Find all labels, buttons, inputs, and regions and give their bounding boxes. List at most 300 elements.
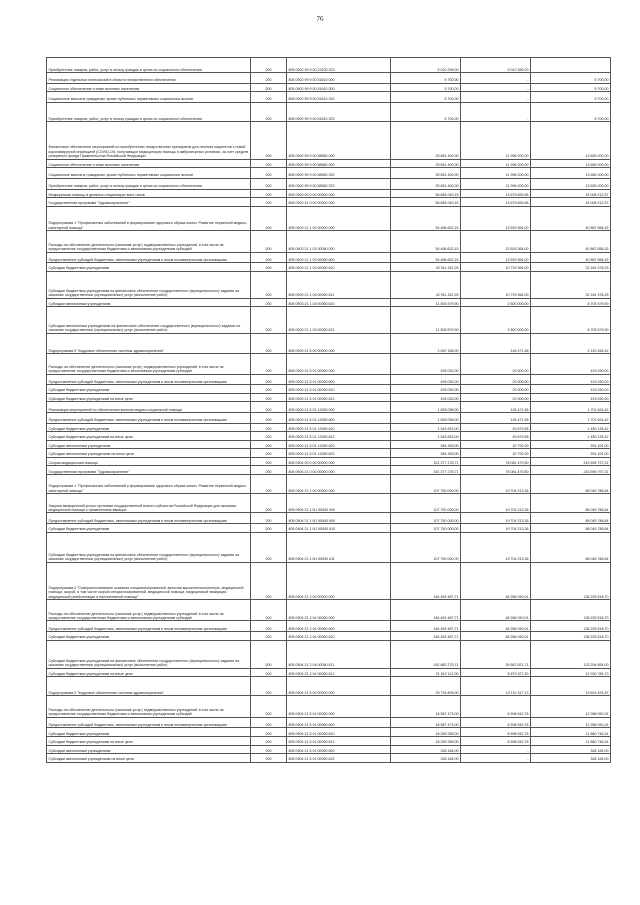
row-remaining-amount-cell: 5 700,00 xyxy=(531,102,611,121)
row-classification-code-cell: 805 0903 21 1 03 00050 000 xyxy=(287,231,391,252)
row-remaining-amount-cell: 136 225 518,70 xyxy=(531,632,611,641)
row-name-cell: Приобретение товаров, работ, услуг в пользу граждан в целях их социального обеспечения xyxy=(47,102,251,121)
row-executed-amount-cell: 6 598 542,76 xyxy=(461,696,531,717)
row-name-cell: Расходы на обеспечение деятельности (оказание услуг) подведомственных учреждений, в том числе на предоставление государственным бюджетным и автономным учреждениям субсидий xyxy=(47,231,251,252)
row-assigned-amount-cell: 184 492 487,71 xyxy=(391,632,461,641)
row-code-cell: 200 xyxy=(251,640,287,668)
row-executed-amount-cell: 146 471,58 xyxy=(461,333,531,353)
row-name-cell: Расходы на обеспечение деятельности (оказание услуг) подведомственных учреждений, в том числе на предоставление государственным бюджетным и автономным учреждениям субсидий xyxy=(47,354,251,374)
row-executed-amount-cell: 11 996 200,00 xyxy=(461,159,531,168)
row-name-cell: Скорая медицинская помощь xyxy=(47,457,251,466)
row-assigned-amount-cell: 321 377 278,71 xyxy=(391,466,461,475)
row-remaining-amount-cell: 1 701 624,42 xyxy=(531,413,611,424)
row-remaining-amount-cell: 5 700,00 xyxy=(531,72,611,83)
row-code-cell: 200 xyxy=(251,432,287,441)
row-code-cell: 200 xyxy=(251,122,287,159)
row-name-cell: Субсидии бюджетным учреждениям на финансовое обеспечение государственного (муниципального) задания на оказание государственных (муниципальных) услуг (выполнение работ) xyxy=(47,532,251,562)
row-remaining-amount-cell: 8 705 579,90 xyxy=(531,298,611,307)
table-row xyxy=(47,524,611,533)
row-classification-code-cell: 805 0904 21 5 01 00050 600 xyxy=(287,717,391,728)
row-code-cell: 200 xyxy=(251,92,287,103)
row-executed-amount-cell: 19 704 213,36 xyxy=(461,474,531,493)
row-assigned-amount-cell: 439 030,00 xyxy=(391,393,461,402)
row-name-cell: Субсидии бюджетным учреждениям xyxy=(47,263,251,272)
row-executed-amount-cell: - xyxy=(461,745,531,754)
row-code-cell: 200 xyxy=(251,600,287,621)
row-code-cell: 200 xyxy=(251,423,287,432)
row-executed-amount-cell: 93 679,58 xyxy=(461,432,531,441)
row-classification-code-cell: 805 0904 21 1 N1 55540 610 xyxy=(287,524,391,533)
row-classification-code-cell: 805 0903 21 5 01 00050 600 xyxy=(287,374,391,385)
table-row xyxy=(47,374,611,385)
row-name-cell: Расходы на обеспечение деятельности (оказание услуг) подведомственных учреждений, в том числе на предоставление государственным бюджетным и автономным учреждениям субсидий xyxy=(47,696,251,717)
row-assigned-amount-cell: 1 543 815,00 xyxy=(391,423,461,432)
row-name-cell: Субсидии автономным учреждениям xyxy=(47,745,251,754)
row-code-cell: 200 xyxy=(251,231,287,252)
row-executed-amount-cell: 19 704 213,36 xyxy=(461,532,531,562)
row-executed-amount-cell: 10 729 364,00 xyxy=(461,263,531,272)
row-classification-code-cell: 805 0903 21 5 01 13390 000 xyxy=(287,402,391,413)
table-row xyxy=(47,354,611,374)
row-classification-code-cell: 805 0903 21 5 01 13390 612 xyxy=(287,432,391,441)
row-assigned-amount-cell: 184 492 487,71 xyxy=(391,600,461,621)
row-remaining-amount-cell: 328 184,00 xyxy=(531,745,611,754)
row-executed-amount-cell: 13 529 364,00 xyxy=(461,231,531,252)
row-assigned-amount-cell: 18 587 473,00 xyxy=(391,717,461,728)
row-classification-code-cell: 805 0904 21 2 00 00000 000 xyxy=(287,562,391,599)
row-remaining-amount-cell: 328 184,00 xyxy=(531,754,611,763)
table-row xyxy=(47,474,611,493)
row-assigned-amount-cell: 18 259 289,00 xyxy=(391,736,461,745)
row-code-cell: 200 xyxy=(251,440,287,449)
table-row xyxy=(47,466,611,475)
row-classification-code-cell: 805 0904 00 0 00 00000 000 xyxy=(287,457,391,466)
row-remaining-amount-cell: 88 045 786,64 xyxy=(531,532,611,562)
row-code-cell: 200 xyxy=(251,524,287,533)
row-classification-code-cell: 805 0904 21 1 N1 55540 000 xyxy=(287,494,391,513)
row-code-cell: 200 xyxy=(251,677,287,696)
row-name-cell: Подпрограмма 5 "Кадровое обеспечение системы здравоохранения" xyxy=(47,677,251,696)
row-name-cell: Реализация мероприятий по обеспечению жильем медико-социальной помощи xyxy=(47,402,251,413)
row-executed-amount-cell: 6 598 542,76 xyxy=(461,736,531,745)
row-code-cell: 200 xyxy=(251,449,287,458)
table-row xyxy=(47,198,611,207)
table-row xyxy=(47,423,611,432)
row-classification-code-cell: 805 0904 21 5 00 00000 000 xyxy=(287,677,391,696)
row-name-cell: Субсидии бюджетным учреждениям на иные цели xyxy=(47,393,251,402)
row-assigned-amount-cell: 107 750 000,00 xyxy=(391,494,461,513)
row-assigned-amount-cell: 439 030,00 xyxy=(391,385,461,394)
row-code-cell: 200 xyxy=(251,159,287,168)
row-remaining-amount-cell: 40 887 658,15 xyxy=(531,206,611,231)
row-remaining-amount-cell: 251 491,00 xyxy=(531,440,611,449)
row-assigned-amount-cell: 5 700,00 xyxy=(391,83,461,92)
row-assigned-amount-cell: 107 750 000,00 xyxy=(391,513,461,524)
row-remaining-amount-cell: 12 288 930,24 xyxy=(531,717,611,728)
row-remaining-amount-cell: 13 655 200,00 xyxy=(531,168,611,179)
row-classification-code-cell: 805 0902 99 9 00 51610 300 xyxy=(287,83,391,92)
row-remaining-amount-cell: 88 045 786,64 xyxy=(531,494,611,513)
row-remaining-amount-cell: 5 700,00 xyxy=(531,83,611,92)
row-executed-amount-cell: 32 792,00 xyxy=(461,440,531,449)
row-code-cell: 200 xyxy=(251,668,287,677)
row-assigned-amount-cell: 25 651 400,00 xyxy=(391,178,461,189)
row-executed-amount-cell: - xyxy=(461,83,531,92)
row-name-cell: Субсидии автономным учреждениям на иные цели xyxy=(47,754,251,763)
row-assigned-amount-cell: 25 651 400,00 xyxy=(391,122,461,159)
row-classification-code-cell: 805 0904 21 5 01 00050 622 xyxy=(287,754,391,763)
row-code-cell: 200 xyxy=(251,385,287,394)
row-code-cell: 200 xyxy=(251,632,287,641)
table-row xyxy=(47,72,611,83)
row-classification-code-cell: 805 0904 21 1 N1 55540 600 xyxy=(287,513,391,524)
row-remaining-amount-cell: 32 181 978,25 xyxy=(531,263,611,272)
row-name-cell: Подпрограмма 1 "Профилактика заболеваний и формирование здорового образа жизни. Развитие первичной медико-санитарной помощи" xyxy=(47,474,251,493)
row-remaining-amount-cell: 8 705 579,90 xyxy=(531,307,611,334)
row-name-cell: Социальные выплаты гражданам, кроме публичных нормативных социальных выплат xyxy=(47,168,251,179)
row-assigned-amount-cell: 18 259 289,00 xyxy=(391,728,461,737)
row-classification-code-cell: 805 0904 21 5 01 00050 612 xyxy=(287,736,391,745)
row-executed-amount-cell: 20 000,00 xyxy=(461,354,531,374)
row-remaining-amount-cell: 136 225 518,70 xyxy=(531,562,611,599)
row-executed-amount-cell: 126 471,58 xyxy=(461,413,531,424)
row-assigned-amount-cell: 1 828 098,00 xyxy=(391,413,461,424)
row-classification-code-cell: 805 0904 21 0 00 00000 000 xyxy=(287,466,391,475)
table-row xyxy=(47,271,611,298)
row-remaining-amount-cell: 88 045 786,64 xyxy=(531,513,611,524)
row-assigned-amount-cell: 284 283,00 xyxy=(391,449,461,458)
row-name-cell: Субсидии бюджетным учреждениям xyxy=(47,632,251,641)
row-executed-amount-cell: 126 471,58 xyxy=(461,402,531,413)
row-name-cell: Субсидии бюджетным учреждениям xyxy=(47,728,251,737)
row-executed-amount-cell: 10 110 317,13 xyxy=(461,677,531,696)
row-code-cell: 200 xyxy=(251,736,287,745)
row-classification-code-cell: 805 0903 21 5 00 00000 000 xyxy=(287,333,391,353)
row-assigned-amount-cell: 5 700,00 xyxy=(391,92,461,103)
row-classification-code-cell: 805 0903 21 1 03 00050 621 xyxy=(287,307,391,334)
row-name-cell: Субсидии бюджетным учреждениям на иные цели xyxy=(47,736,251,745)
row-code-cell: 200 xyxy=(251,298,287,307)
row-executed-amount-cell: 13 675 826,58 xyxy=(461,198,531,207)
row-classification-code-cell: 805 0904 21 2 04 00050 612 xyxy=(287,668,391,677)
row-classification-code-cell: 805 0902 99 9 00 51610 320 xyxy=(287,92,391,103)
row-classification-code-cell: 805 0903 21 5 01 00050 610 xyxy=(287,385,391,394)
table-row xyxy=(47,333,611,353)
row-code-cell: 200 xyxy=(251,263,287,272)
table-row xyxy=(47,102,611,121)
row-code-cell: 200 xyxy=(251,168,287,179)
row-remaining-amount-cell: 243 595 797,21 xyxy=(531,466,611,475)
row-classification-code-cell: 805 0902 99 9 00 58560 323 xyxy=(287,178,391,189)
row-name-cell: Подпрограмма 2 "Совершенствование оказания специализированной, включая высокотехнологичную, медицинской помощи, скорой, в том числе скорой специализированной, медицинской помощи, медицинской эвакуации, медицинской реабилитации и паллиативной помощи" xyxy=(47,562,251,599)
row-remaining-amount-cell: 13 655 200,00 xyxy=(531,178,611,189)
row-name-cell: Приобретение товаров, работ, услуг в пользу граждан в целях их социального обеспечения xyxy=(47,178,251,189)
row-assigned-amount-cell: 54 456 622,15 xyxy=(391,206,461,231)
row-classification-code-cell: 805 0904 21 2 04 00050 611 xyxy=(287,640,391,668)
row-assigned-amount-cell: 107 750 000,00 xyxy=(391,532,461,562)
table-row xyxy=(47,736,611,745)
table-row xyxy=(47,402,611,413)
row-code-cell: 200 xyxy=(251,532,287,562)
row-name-cell: Субсидии бюджетным учреждениям xyxy=(47,385,251,394)
row-code-cell: 200 xyxy=(251,206,287,231)
row-classification-code-cell: 805 0903 21 5 01 13390 620 xyxy=(287,440,391,449)
row-remaining-amount-cell: 40 887 658,15 xyxy=(531,252,611,263)
row-executed-amount-cell: 39 587 621,71 xyxy=(461,640,531,668)
row-name-cell: Субсидии бюджетным учреждениям на финансовое обеспечение государственного (муниципального) задания на оказание государственных (муниципальных) услуг (выполнение работ) xyxy=(47,271,251,298)
table-row xyxy=(47,449,611,458)
row-name-cell: Социальное обеспечение и иные выплаты населению xyxy=(47,159,251,168)
row-remaining-amount-cell: 12 288 930,24 xyxy=(531,696,611,717)
row-code-cell: 200 xyxy=(251,178,287,189)
row-assigned-amount-cell: 1 543 815,00 xyxy=(391,432,461,441)
row-code-cell: 200 xyxy=(251,745,287,754)
row-name-cell: Государственная программа "Здравоохранение" xyxy=(47,466,251,475)
row-executed-amount-cell: 11 996 200,00 xyxy=(461,168,531,179)
table-row xyxy=(47,92,611,103)
row-assigned-amount-cell: 11 505 579,90 xyxy=(391,307,461,334)
row-assigned-amount-cell: 328 184,00 xyxy=(391,745,461,754)
row-name-cell: Расходы на обеспечение деятельности (оказание услуг) подведомственных учреждений, в том числе на предоставление государственным бюджетным и автономным учреждениям субсидий xyxy=(47,600,251,621)
row-classification-code-cell: 805 0903 21 5 01 00050 612 xyxy=(287,393,391,402)
row-executed-amount-cell: 19 704 213,36 xyxy=(461,494,531,513)
row-classification-code-cell: 805 0904 21 5 01 00050 620 xyxy=(287,745,391,754)
row-classification-code-cell: 805 0904 21 1 00 00000 000 xyxy=(287,474,391,493)
row-code-cell: 200 xyxy=(251,457,287,466)
table-row xyxy=(47,494,611,513)
row-remaining-amount-cell: 5 700,00 xyxy=(531,92,611,103)
row-executed-amount-cell: 19 704 213,36 xyxy=(461,513,531,524)
row-classification-code-cell: 805 0902 99 9 00 58560 320 xyxy=(287,168,391,179)
table-row xyxy=(47,754,611,763)
table-row xyxy=(47,621,611,632)
row-name-cell: Субсидии бюджетным учреждениям на финансовое обеспечение государственного (муниципального) задания на оказание государственных (муниципальных) услуг (выполнение работ) xyxy=(47,640,251,668)
row-executed-amount-cell: 10 729 364,00 xyxy=(461,271,531,298)
table-row xyxy=(47,745,611,754)
row-name-cell: Субсидии автономным учреждениям на иные цели xyxy=(47,449,251,458)
row-name-cell: Предоставление субсидий бюджетным, автономным учреждениям и иным некоммерческим организациям xyxy=(47,413,251,424)
row-code-cell: 200 xyxy=(251,189,287,198)
row-classification-code-cell: 805 0904 21 5 01 00050 610 xyxy=(287,728,391,737)
table-row xyxy=(47,668,611,677)
row-code-cell: 200 xyxy=(251,252,287,263)
row-remaining-amount-cell: 19 624 491,87 xyxy=(531,677,611,696)
row-name-cell: Субсидии автономным учреждениям xyxy=(47,298,251,307)
row-remaining-amount-cell: 1 450 135,42 xyxy=(531,423,611,432)
row-executed-amount-cell: 6 598 542,76 xyxy=(461,728,531,737)
row-name-cell: Субсидии бюджетным учреждениям xyxy=(47,423,251,432)
table-row xyxy=(47,432,611,441)
row-remaining-amount-cell: 40 887 658,15 xyxy=(531,231,611,252)
row-code-cell: 200 xyxy=(251,393,287,402)
table-row xyxy=(47,457,611,466)
row-classification-code-cell: 805 0903 21 5 01 13390 600 xyxy=(287,413,391,424)
row-name-cell: Предоставление субсидий бюджетным, автономным учреждениям и иным некоммерческим организациям xyxy=(47,717,251,728)
row-executed-amount-cell: 20 000,00 xyxy=(461,393,531,402)
table-row xyxy=(47,168,611,179)
row-executed-amount-cell: 2 800 000,00 xyxy=(461,307,531,334)
row-executed-amount-cell: 20 000,00 xyxy=(461,374,531,385)
row-assigned-amount-cell: 25 651 400,00 xyxy=(391,159,461,168)
row-assigned-amount-cell: 284 283,00 xyxy=(391,440,461,449)
row-assigned-amount-cell: 18 587 473,00 xyxy=(391,696,461,717)
table-row xyxy=(47,532,611,562)
row-remaining-amount-cell: 123 294 654,00 xyxy=(531,640,611,668)
row-assigned-amount-cell: 11 505 579,90 xyxy=(391,298,461,307)
row-assigned-amount-cell: 5 700,00 xyxy=(391,102,461,121)
row-assigned-amount-cell: 107 750 000,00 xyxy=(391,474,461,493)
budget-table xyxy=(46,57,611,763)
row-classification-code-cell: 805 0902 99 9 00 51610 000 xyxy=(287,72,391,83)
row-remaining-amount-cell: 43 008 212,57 xyxy=(531,198,611,207)
row-executed-amount-cell: 8 679 327,30 xyxy=(461,668,531,677)
row-classification-code-cell: 805 0902 99 9 00 58560 000 xyxy=(287,122,391,159)
row-assigned-amount-cell: 21 610 112,00 xyxy=(391,668,461,677)
table-row xyxy=(47,640,611,668)
row-classification-code-cell: 805 0903 21 5 01 13390 622 xyxy=(287,449,391,458)
table-row xyxy=(47,600,611,621)
table-row xyxy=(47,562,611,599)
row-code-cell: 200 xyxy=(251,754,287,763)
row-remaining-amount-cell: 1 701 624,42 xyxy=(531,402,611,413)
row-name-cell: Предоставление субсидий бюджетным, автономным учреждениям и иным некоммерческим организациям xyxy=(47,252,251,263)
row-remaining-amount-cell: 419 030,00 xyxy=(531,393,611,402)
row-classification-code-cell: 805 0902 99 9 00 51610 323 xyxy=(287,102,391,121)
table-row xyxy=(47,189,611,198)
table-row xyxy=(47,178,611,189)
row-name-cell: Субсидии автономным учреждениям xyxy=(47,440,251,449)
row-remaining-amount-cell: 136 225 518,70 xyxy=(531,600,611,621)
row-assigned-amount-cell: 184 492 487,71 xyxy=(391,562,461,599)
table-row xyxy=(47,413,611,424)
row-name-cell: Государственная программа "Здравоохранение" xyxy=(47,198,251,207)
row-assigned-amount-cell: 56 684 049,15 xyxy=(391,189,461,198)
row-classification-code-cell: 805 0904 21 2 04 00050 000 xyxy=(287,600,391,621)
row-name-cell: Закупка авиационной услуги органами государственной власти субъектов Российской Федерации для оказания медицинской помощи с применением авиации xyxy=(47,494,251,513)
row-classification-code-cell: 805 0903 21 1 03 00050 610 xyxy=(287,263,391,272)
row-executed-amount-cell: 48 266 949,01 xyxy=(461,562,531,599)
row-name-cell: Субсидии бюджетным учреждениям на иные цели xyxy=(47,432,251,441)
table-row xyxy=(47,159,611,168)
table-row xyxy=(47,122,611,159)
row-assigned-amount-cell: 439 030,00 xyxy=(391,374,461,385)
row-assigned-amount-cell: 107 750 000,00 xyxy=(391,524,461,533)
row-remaining-amount-cell: 419 030,00 xyxy=(531,385,611,394)
row-remaining-amount-cell: 11 660 746,24 xyxy=(531,736,611,745)
row-classification-code-cell: 805 0904 21 2 04 00050 610 xyxy=(287,632,391,641)
row-assigned-amount-cell: 1 828 098,00 xyxy=(391,402,461,413)
row-code-cell: 200 xyxy=(251,333,287,353)
table-row xyxy=(47,632,611,641)
row-assigned-amount-cell: 29 734 809,00 xyxy=(391,677,461,696)
row-assigned-amount-cell: 42 911 342,25 xyxy=(391,263,461,272)
row-name-cell: Приобретение товаров, работ, услуг в пользу граждан в целях их социального обеспечения xyxy=(47,58,251,73)
row-name-cell: Предоставление субсидий бюджетным, автономным учреждениям и иным некоммерческим организациям xyxy=(47,374,251,385)
row-assigned-amount-cell: 328 184,00 xyxy=(391,754,461,763)
row-classification-code-cell: 805 0903 21 0 00 00000 000 xyxy=(287,198,391,207)
row-assigned-amount-cell: 321 377 278,71 xyxy=(391,457,461,466)
row-assigned-amount-cell: 162 882 275,71 xyxy=(391,640,461,668)
table-row xyxy=(47,83,611,92)
row-remaining-amount-cell: 12 930 784,70 xyxy=(531,668,611,677)
row-remaining-amount-cell: 13 655 200,00 xyxy=(531,122,611,159)
table-row xyxy=(47,385,611,394)
table-row xyxy=(47,307,611,334)
row-executed-amount-cell: - xyxy=(461,754,531,763)
row-assigned-amount-cell: 56 684 049,15 xyxy=(391,198,461,207)
row-remaining-amount-cell: 88 045 786,64 xyxy=(531,524,611,533)
row-remaining-amount-cell: 419 030,00 xyxy=(531,374,611,385)
table-row xyxy=(47,252,611,263)
row-code-cell: 200 xyxy=(251,354,287,374)
row-name-cell: Реализация отдельных полномочий в области лекарственного обеспечения xyxy=(47,72,251,83)
row-code-cell: 200 xyxy=(251,513,287,524)
row-code-cell: 200 xyxy=(251,474,287,493)
table-row xyxy=(47,696,611,717)
row-name-cell: Социальное обеспечение и иные выплаты населению xyxy=(47,83,251,92)
row-remaining-amount-cell xyxy=(531,58,611,73)
row-code-cell: 200 xyxy=(251,717,287,728)
page-number: 76 xyxy=(316,15,324,23)
row-executed-amount-cell: 13 675 826,58 xyxy=(461,189,531,198)
row-executed-amount-cell: - xyxy=(461,72,531,83)
row-code-cell: 200 xyxy=(251,494,287,513)
row-code-cell: 200 xyxy=(251,413,287,424)
row-executed-amount-cell: - xyxy=(461,102,531,121)
row-name-cell: Социальные выплаты гражданам, кроме публичных нормативных социальных выплат xyxy=(47,92,251,103)
row-remaining-amount-cell: 88 045 786,64 xyxy=(531,474,611,493)
row-classification-code-cell: 805 0903 21 1 03 00050 611 xyxy=(287,271,391,298)
row-executed-amount-cell: 20 000,00 xyxy=(461,385,531,394)
row-name-cell: Субсидии автономным учреждениям на финансовое обеспечение государственного (муниципального) задания на оказание государственных (муниципальных) услуг (выполнение работ) xyxy=(47,307,251,334)
row-classification-code-cell: 805 0903 21 1 00 00000 000 xyxy=(287,206,391,231)
row-code-cell: 200 xyxy=(251,83,287,92)
table-row xyxy=(47,728,611,737)
row-executed-amount-cell: 5 010 359,00 xyxy=(461,58,531,73)
row-remaining-amount-cell: 243 595 797,21 xyxy=(531,457,611,466)
row-classification-code-cell: 805 0903 21 1 03 00050 600 xyxy=(287,252,391,263)
row-remaining-amount-cell: 43 008 212,57 xyxy=(531,189,611,198)
row-executed-amount-cell: 78 081 479,50 xyxy=(461,457,531,466)
row-code-cell: 200 xyxy=(251,271,287,298)
row-assigned-amount-cell: 439 030,00 xyxy=(391,354,461,374)
row-remaining-amount-cell: 251 491,00 xyxy=(531,449,611,458)
row-code-cell: 200 xyxy=(251,307,287,334)
row-code-cell: 200 xyxy=(251,728,287,737)
row-name-cell: Предоставление субсидий бюджетным, автономным учреждениям и иным некоммерческим организациям xyxy=(47,513,251,524)
row-code-cell: 200 xyxy=(251,102,287,121)
row-executed-amount-cell: 19 704 213,36 xyxy=(461,524,531,533)
table-row xyxy=(47,717,611,728)
row-code-cell: 200 xyxy=(251,374,287,385)
row-name-cell: Подпрограмма 1 "Профилактика заболеваний и формирование здорового образа жизни. Развитие первичной медико-санитарной помощи" xyxy=(47,206,251,231)
row-executed-amount-cell: 48 266 949,01 xyxy=(461,621,531,632)
row-classification-code-cell: 805 0903 00 0 00 00000 000 xyxy=(287,189,391,198)
row-classification-code-cell: 805 0902 99 9 00 23100 323 xyxy=(287,58,391,73)
row-classification-code-cell: 805 0903 21 1 03 00050 620 xyxy=(287,298,391,307)
row-name-cell: Субсидии бюджетным учреждениям на иные цели xyxy=(47,668,251,677)
row-assigned-amount-cell: 184 492 487,71 xyxy=(391,621,461,632)
row-executed-amount-cell: 48 266 949,01 xyxy=(461,600,531,621)
row-executed-amount-cell: 6 598 542,76 xyxy=(461,717,531,728)
row-code-cell: 200 xyxy=(251,466,287,475)
row-executed-amount-cell: 78 081 479,50 xyxy=(461,466,531,475)
row-executed-amount-cell: 32 792,00 xyxy=(461,449,531,458)
row-executed-amount-cell: 48 266 949,01 xyxy=(461,632,531,641)
row-executed-amount-cell: 2 800 000,00 xyxy=(461,298,531,307)
row-name-cell: Финансовое обеспечение мероприятий по приобретению лекарственных препаратов для лечения пациентов с новой коронавирусной инфекцией (COVID-19), получающих медицинскую помощь в амбулаторных условиях, за счет средств резервного фонда Правительства Российской Федерации xyxy=(47,122,251,159)
row-name-cell: Медицинская помощь в дневных стационарах всех типов xyxy=(47,189,251,198)
